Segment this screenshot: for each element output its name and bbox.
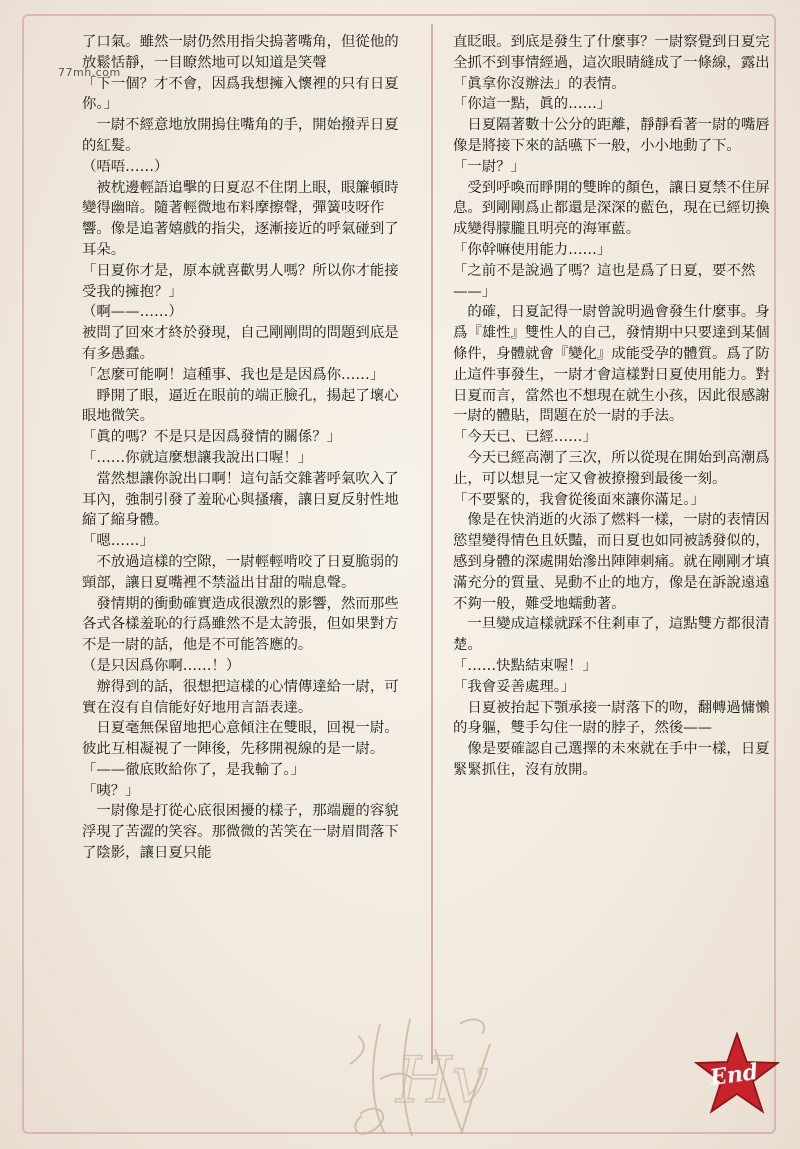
paragraph: 「今天已、已經……」 — [453, 429, 597, 446]
paragraph: 日夏隔著數十公分的距離，靜靜看著一尉的嘴唇像是將接下來的話嚥下一般，小小地動了下。 — [453, 117, 770, 154]
paragraph: （是只因爲你啊……！） — [82, 657, 241, 674]
paragraph: 「眞的嗎？不是只是因爲發情的關係？」 — [82, 429, 342, 446]
paragraph: 「嗯……」 — [82, 533, 154, 550]
paragraph: 日夏毫無保留地把心意傾注在雙眼，回視一尉。彼此互相凝視了一陣後，先移開視線的是一尉。 — [82, 720, 399, 758]
paragraph: 被問了回來才終於發現，自己剛剛問的問題到底是有多愚蠢。 — [82, 325, 399, 362]
paragraph: 像是要確認自己選擇的未來就在手中一樣，日夏緊緊抓住，沒有放開。 — [453, 741, 770, 778]
column-divider — [431, 24, 433, 1064]
paragraph: 「怎麼可能啊！這種事、我也是是因爲你……」 — [82, 366, 385, 383]
paragraph: 「……快點結束喔！」 — [453, 657, 597, 674]
paragraph: 「——徹底敗給你了，是我輸了。」 — [82, 761, 306, 778]
paragraph: （啊——……） — [82, 304, 183, 321]
site-watermark: 77mh.com — [58, 66, 121, 79]
paragraph: 「你這一點，眞的……」 — [453, 96, 612, 113]
paragraph: 像是在快消逝的火添了燃料一樣，一尉的表情因慾望變得情色且妖豔，而日夏也如同被誘發似的，感到身體的深處開始滲出陣陣刺痛。就在剛剛才填滿充分的質量、晃動不止的地方，像是在訴說遠遠不夠一般，難受地蠕動著。 — [453, 512, 770, 612]
paragraph: 當然想讓你說出口啊！這句話交雜著呼氣吹入了耳內，強制引發了羞恥心與搔癢，讓日夏反射性地縮了縮身體。 — [82, 470, 399, 529]
paragraph: 「下一個？才不會，因爲我想擁入懷裡的只有日夏你。」 — [82, 75, 399, 113]
paragraph: （唔唔……） — [82, 158, 169, 175]
paragraph: 「……你就這麼想讓我說出口喔！」 — [82, 449, 313, 466]
paragraph: 「你幹嘛使用能力……」 — [453, 241, 612, 258]
hv-logo-decoration — [340, 1004, 510, 1144]
paragraph: 睜開了眼，逼近在眼前的端正臉孔，揚起了壞心眼地微笑。 — [82, 387, 399, 425]
paragraph: 的確，日夏記得一尉曾說明過會發生什麼事。身爲『雄性』雙性人的自己，發情期中只要達到某個條件，身體就會『變化』成能受孕的體質。爲了防止這件事發生，一尉才會這樣對日夏使用能力。對日夏而言，當然也不想現在就生小孩，因此很感謝一尉的體貼，問題在於一尉的手法。 — [453, 304, 770, 425]
paragraph: 「日夏你才是，原本就喜歡男人嗎？所以你才能接受我的擁抱？」 — [82, 262, 399, 300]
paragraph: 受到呼喚而睜開的雙眸的顏色，讓日夏禁不住屏息。到剛剛爲止都還是深深的藍色，現在已經切換成變得朦朧且明亮的海軍藍。 — [453, 179, 770, 238]
paragraph: 「我會妥善處理。」 — [453, 678, 576, 695]
paragraph: 「之前不是說過了嗎？這也是爲了日夏，要不然——」 — [453, 262, 756, 300]
paragraph: 一尉不經意地放開摀住嘴角的手，開始撥弄日夏的紅髮。 — [82, 117, 399, 154]
paragraph: 日夏被抬起下顎承接一尉落下的吻，翻轉過慵懶的身軀，雙手勾住一尉的脖子，然後—— — [453, 699, 770, 737]
left-text-column — [82, 32, 400, 864]
paragraph: 辦得到的話，很想把這樣的心情傳達給一尉，可實在沒有自信能好好地用言語表達。 — [82, 678, 399, 716]
end-label: End — [708, 1058, 760, 1092]
paragraph: 被枕邊輕語追擊的日夏忍不住閉上眼，眼簾頓時變得幽暗。隨著輕微地布料摩擦聲，彈簧吱呀作響。像是追著嬉戲的指尖，逐漸接近的呼氣碰到了耳朵。 — [82, 179, 399, 258]
paragraph: 「一尉？」 — [453, 158, 525, 175]
paragraph: 「咦？」 — [82, 782, 140, 799]
paragraph: 了口氣。雖然一尉仍然用指尖摀著嘴角，但從他的放鬆恬靜，一目瞭然地可以知道是笑聲 — [82, 34, 399, 71]
paragraph: 發情期的衝動確實造成很激烈的影響，然而那些各式各樣羞恥的行爲雖然不是太誇張，但如果對方不是一尉的話，他是不可能答應的。 — [82, 595, 399, 654]
paragraph: 今天已經高潮了三次，所以從現在開始到高潮爲止，可以想見一定又會被撩撥到最後一刻。 — [453, 449, 770, 487]
logo-letters: Hv — [396, 1044, 488, 1118]
paragraph: 一尉像是打從心底很困擾的樣子，那端麗的容貌浮現了苦澀的笑容。那微微的苦笑在一尉眉間落下了陰影，讓日夏只能 — [82, 803, 399, 862]
paragraph: 「不要緊的，我會從後面來讓你滿足。」 — [453, 491, 705, 508]
paragraph: 一旦變成這樣就踩不住剎車了，這點雙方都很清楚。 — [453, 616, 770, 654]
paragraph: 直眨眼。到底是發生了什麼事？一尉察覺到日夏完全抓不到事情經過，這次眼睛縫成了一條線，露出「眞拿你沒辦法」的表情。 — [453, 34, 770, 92]
paragraph: 不放過這樣的空隙，一尉輕輕啃咬了日夏脆弱的頸部，讓日夏嘴裡不禁溢出甘甜的喘息聲。 — [82, 553, 399, 591]
right-text-column — [453, 32, 771, 781]
